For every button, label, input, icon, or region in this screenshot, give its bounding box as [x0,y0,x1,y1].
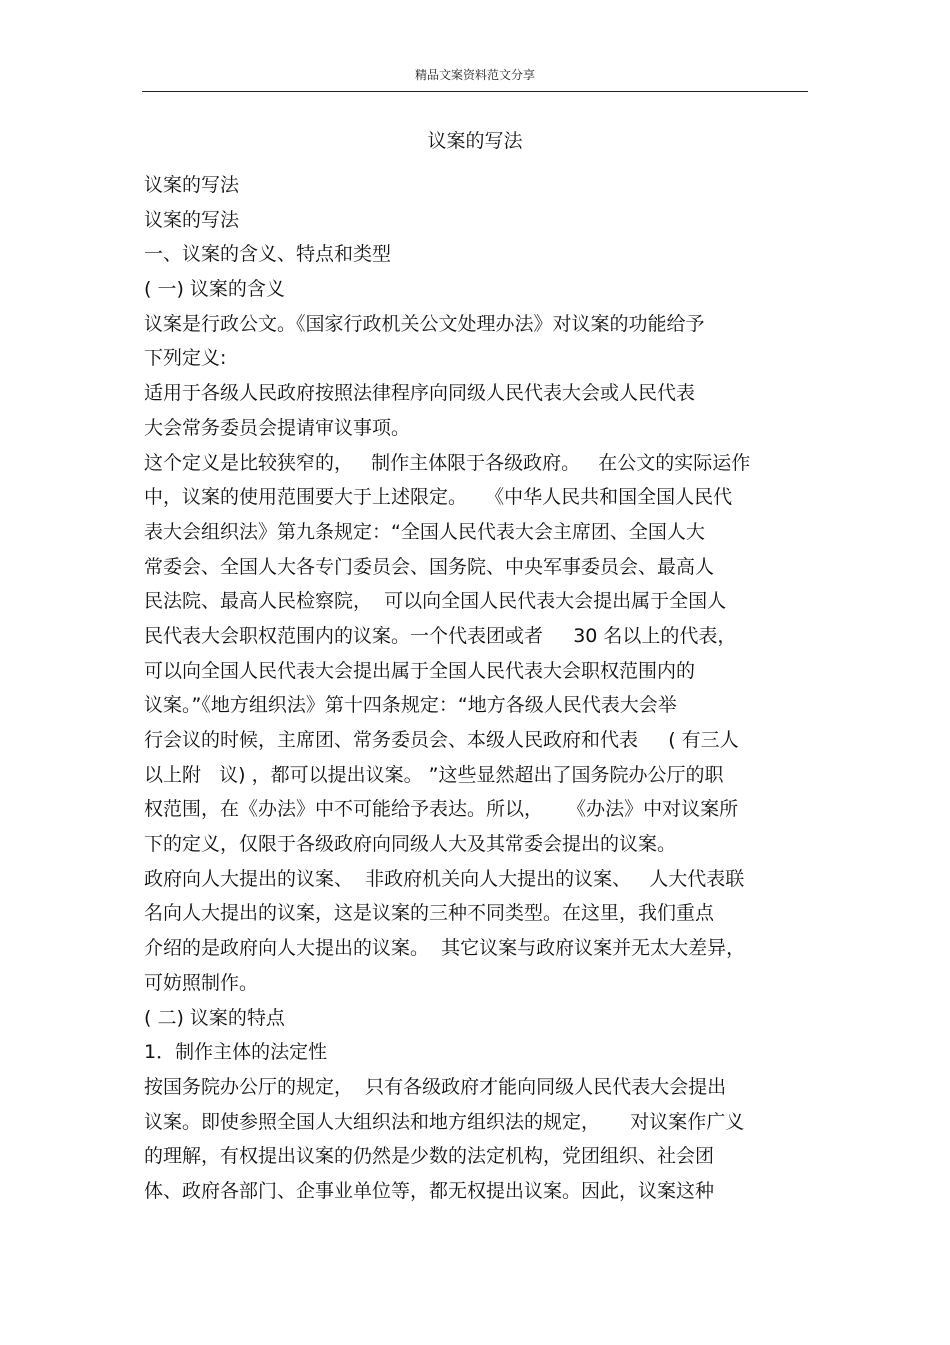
running-header: 精品文案资料范文分享 [414,68,535,82]
body-line: 议案。即使参照全国人大组织法和地方组织法的规定， 对议案作广义 [144,1110,745,1133]
body-line: 按国务院办公厅的规定， 只有各级政府才能向同级人民代表大会提出 [144,1075,727,1098]
body-line: 体、政府各部门、企事业单位等，都无权提出议案。因此，议案这种 [144,1179,715,1202]
body-line: 权范围，在《办法》中不可能给予表达。所以， 《办法》中对议案所 [144,798,739,821]
body-line: 行会议的时候，主席团、常务委员会、本级人民政府和代表 ( 有三人 [144,729,739,751]
body-line: 大会常务委员会提请审议事项。 [144,416,411,439]
subsection-heading: ( 一) 议案的含义 [144,278,285,301]
body-line: 的理解，有权提出议案的仍然是少数的法定机构，党团组织、社会团 [144,1145,715,1168]
body-line: 名向人大提出的议案，这是议案的三种不同类型。在这里，我们重点 [144,902,715,925]
body-line: 下列定义: [144,347,227,370]
body-line: 议案的写法 [144,208,240,231]
body-line: 表大会组织法》第九条规定：“全国人民代表大会主席团、全国人大 [144,520,705,543]
body-line: 政府向人大提出的议案、 非政府机关向人大提出的议案、 人大代表联 [144,867,745,890]
body-line: 可妨照制作。 [144,971,259,994]
document-body [144,168,814,1209]
body-line: 中，议案的使用范围要大于上述限定。 《中华人民共和国全国人民代 [144,486,733,509]
body-line: 民法院、最高人民检察院， 可以向全国人民代表大会提出属于全国人 [144,590,727,613]
body-line: 议案。”《地方组织法》第十四条规定：“地方各级人民代表大会举 [144,694,677,717]
body-line: 这个定义是比较狭窄的， 制作主体限于各级政府。 在公文的实际运作 [144,451,751,474]
header-divider [142,91,808,92]
body-line: 常委会、全国人大各专门委员会、国务院、中央军事委员会、最高人 [144,555,715,578]
body-line: 以上附 议) ，都可以提出议案。 ”这些显然超出了国务院办公厅的职 [144,763,724,786]
subsection-heading: ( 二) 议案的特点 [144,1006,285,1029]
document-title: 议案的写法 [427,130,523,152]
body-line: 议案的写法 [144,174,240,196]
body-line: 可以向全国人民代表大会提出属于全国人民代表大会职权范围内的 [144,659,696,682]
body-line: 民代表大会职权范围内的议案。一个代表团或者 30 名以上的代表， [144,624,737,647]
body-line: 适用于各级人民政府按照法律程序向同级人民代表大会或人民代表 [144,382,696,405]
numbered-heading: 1．制作主体的法定性 [144,1041,328,1064]
body-line: 介绍的是政府向人大提出的议案。 其它议案与政府议案并无太大差异， [144,937,746,960]
section-heading: 一、议案的含义、特点和类型 [144,243,392,266]
body-line: 议案是行政公文。《国家行政机关公文处理办法》对议案的功能给予 [144,312,705,335]
body-line: 下的定义，仅限于各级政府向同级人大及其常委会提出的议案。 [144,833,677,856]
